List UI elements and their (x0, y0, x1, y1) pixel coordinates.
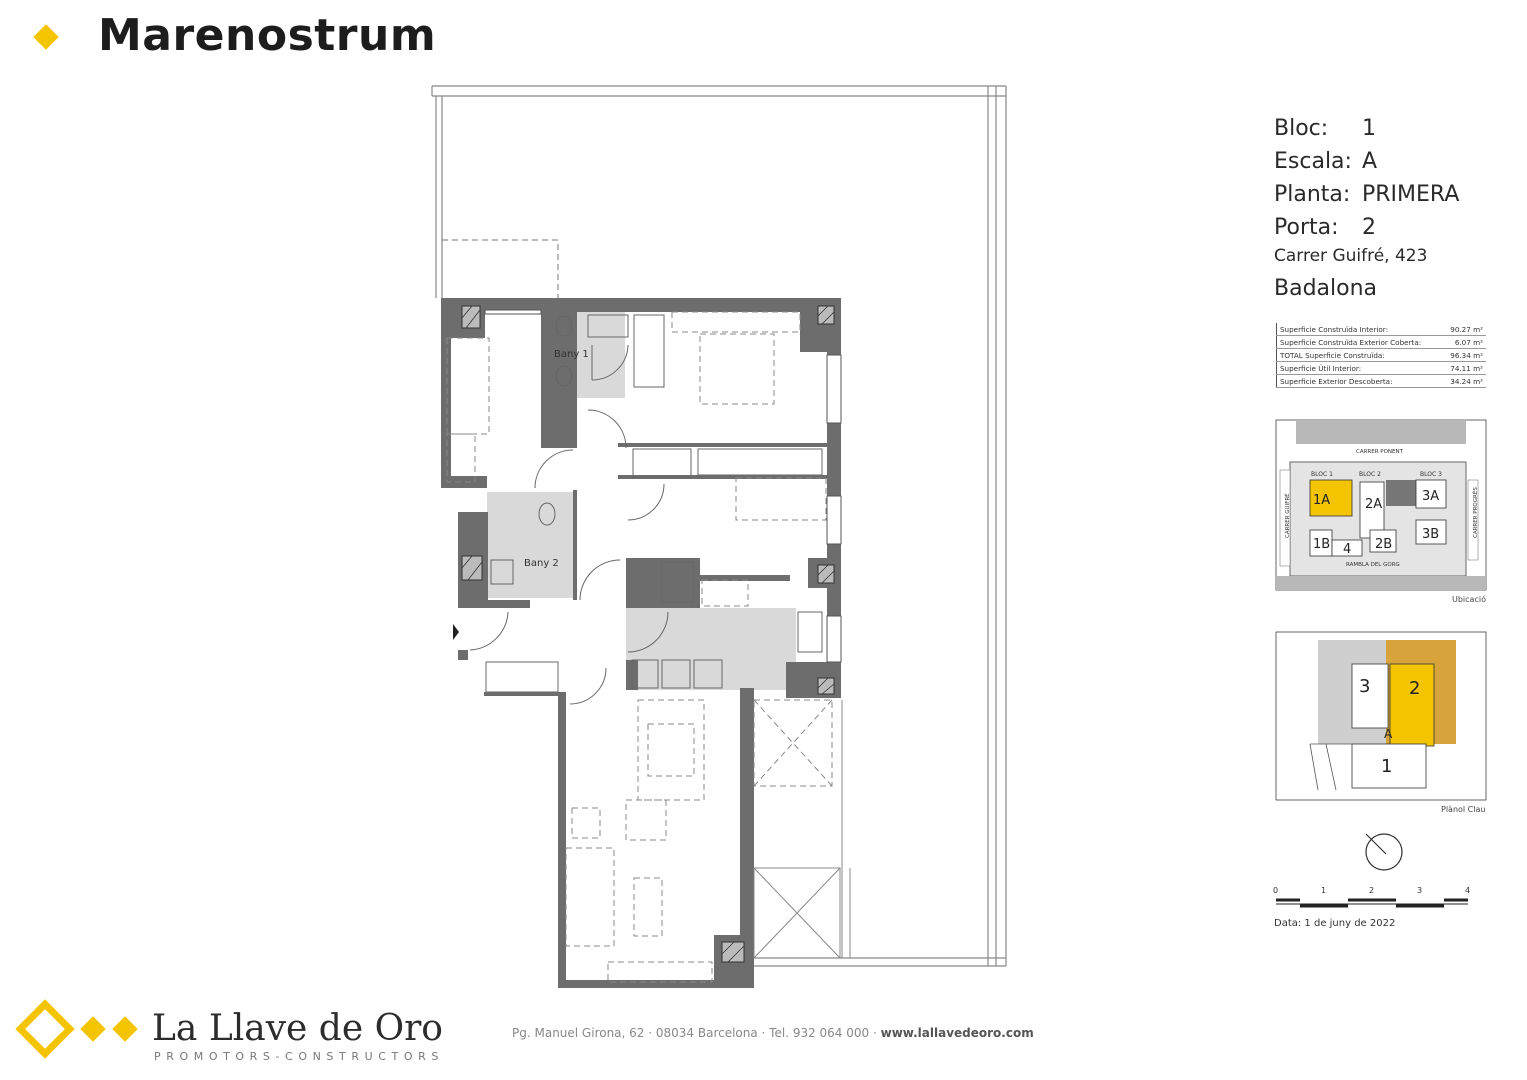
info-porta-label: Porta: (1274, 215, 1339, 240)
map-unit-4: 4 (1343, 542, 1352, 557)
website-link[interactable]: www.lallavedeoro.com (880, 1026, 1034, 1040)
area-label: Superficie Exterior Descoberta: (1277, 375, 1443, 388)
area-value: 90.27 m² (1442, 323, 1486, 336)
room-label-bany1: Bany 1 (554, 349, 589, 360)
pergola (442, 240, 558, 298)
scale-tick-2: 2 (1369, 886, 1375, 895)
area-label: Superficie Útil Interior: (1277, 362, 1443, 375)
map-unit-3a: 3A (1422, 489, 1440, 504)
key-plan-a: A (1384, 727, 1393, 741)
map-unit-1a: 1A (1313, 493, 1331, 508)
scale-tick-4: 4 (1465, 886, 1471, 895)
area-value: 96.34 m² (1442, 349, 1486, 362)
scale-tick-1: 1 (1321, 886, 1327, 895)
map-street-right: CARRER PROGRÉS (1473, 487, 1479, 538)
areas-table (1276, 323, 1486, 388)
map-bloc3: BLOC 3 (1420, 471, 1442, 478)
info-bloc-value: 1 (1362, 116, 1376, 141)
area-value: 34.24 m² (1442, 375, 1486, 388)
map-street-bottom: RAMBLA DEL GORG (1346, 562, 1400, 568)
footer-address (512, 1026, 1034, 1040)
info-planta-label: Planta: (1274, 182, 1351, 207)
info-planta (1274, 182, 1460, 207)
plan-date: Data: 1 de juny de 2022 (1274, 918, 1396, 929)
map-bloc1: BLOC 1 (1311, 471, 1333, 478)
page-title: Marenostrum (98, 10, 437, 61)
info-porta-value: 2 (1362, 215, 1376, 240)
area-value: 74.11 m² (1442, 362, 1486, 375)
info-escala (1274, 149, 1378, 174)
map-unit-2a: 2A (1365, 497, 1383, 512)
info-address: Carrer Guifré, 423 (1274, 246, 1428, 266)
info-city: Badalona (1274, 276, 1378, 301)
map-unit-3b: 3B (1422, 527, 1440, 542)
room-label-bany2: Bany 2 (524, 558, 559, 569)
balconies (754, 700, 850, 958)
scale-tick-0: 0 (1273, 886, 1279, 895)
location-map-caption: Ubicació (1452, 595, 1486, 604)
info-planta-value: PRIMERA (1362, 182, 1460, 207)
table-row (1277, 336, 1487, 349)
map-unit-2b: 2B (1375, 537, 1393, 552)
key-plan-caption: Plànol Clau (1441, 805, 1486, 814)
footer-address-text: Pg. Manuel Girona, 62 · 08034 Barcelona · Tel. 932 064 000 · (512, 1026, 881, 1040)
map-unit-1b: 1B (1313, 537, 1331, 552)
scale-ticks (1273, 886, 1470, 895)
info-escala-value: A (1362, 149, 1378, 174)
table-row (1277, 362, 1487, 375)
info-bloc-label: Bloc: (1274, 116, 1329, 141)
area-label: Superficie Construïda Exterior Coberta: (1277, 336, 1443, 349)
key-plan-2: 2 (1409, 678, 1421, 699)
area-label: Superficie Construïda Interior: (1277, 323, 1443, 336)
wet-areas (487, 312, 796, 690)
scale-tick-3: 3 (1417, 886, 1423, 895)
table-row (1277, 349, 1487, 362)
map-bloc2: BLOC 2 (1359, 471, 1381, 478)
north-arrow-icon (1366, 834, 1402, 870)
key-plan-3: 3 (1359, 676, 1371, 697)
brand-name: La Llave de Oro (152, 1008, 443, 1049)
info-escala-label: Escala: (1274, 149, 1352, 174)
map-street-top: CARRER PONENT (1356, 449, 1403, 455)
brand-subtitle: PROMOTORS-CONSTRUCTORS (154, 1050, 444, 1063)
scale-bar (1276, 900, 1468, 906)
map-street-left: CARRER GUIFRÉ (1285, 493, 1291, 538)
table-row (1277, 323, 1487, 336)
info-bloc (1274, 116, 1376, 141)
entry-arrow-icon (453, 624, 459, 640)
area-label: TOTAL Superficie Construïda: (1277, 349, 1443, 362)
location-map (1276, 420, 1486, 590)
key-plan (1276, 632, 1486, 800)
key-plan-1: 1 (1381, 756, 1393, 777)
info-porta (1274, 215, 1376, 240)
area-value: 6.07 m² (1442, 336, 1486, 349)
table-row (1277, 375, 1487, 388)
